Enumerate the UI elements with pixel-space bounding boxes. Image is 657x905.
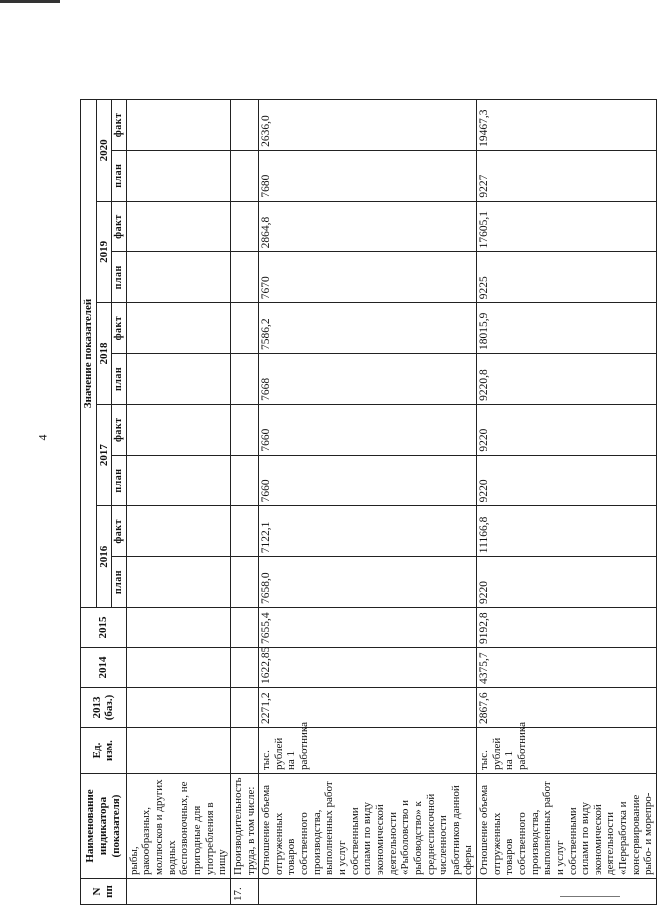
header-year-2016: 2016 <box>96 506 112 608</box>
value-2015 <box>126 608 230 648</box>
table-row <box>230 100 258 905</box>
indicator-name: Отношение объема отгруженных товаров собственного производства, выполненных работ и услуг собственными силами по виду экономической деятельности «Переработка и консервирование рыбо- и морепро- <box>477 774 657 879</box>
value-cell: 17605,1 <box>477 201 657 252</box>
header-plan: план <box>112 252 127 303</box>
indicators-table <box>80 99 657 905</box>
value-cell <box>230 557 258 608</box>
unit-cell: тыс. рублей на 1 работника <box>259 728 477 774</box>
header-year-2020: 2020 <box>96 100 112 202</box>
value-cell: 19467,3 <box>477 100 657 151</box>
value-cell <box>230 404 258 455</box>
header-year-2019: 2019 <box>96 201 112 303</box>
header-year-2017: 2017 <box>96 404 112 506</box>
value-cell: 7670 <box>259 252 477 303</box>
value-cell <box>230 100 258 151</box>
value-cell <box>230 201 258 252</box>
value-2014: 1622,85 <box>259 648 477 688</box>
table-body <box>126 100 656 905</box>
value-cell <box>126 303 230 354</box>
indicator-name: рыбы, ракообразных, моллюсков и других водных беспозвоночных, не пригодные для употребления в пищу <box>126 774 230 879</box>
value-cell <box>126 455 230 506</box>
value-cell <box>230 354 258 405</box>
value-cell: 9220 <box>477 557 657 608</box>
header-unit: Ед. изм. <box>81 728 127 774</box>
header-2013: 2013 (баз.) <box>81 688 127 728</box>
page-number: 4 <box>35 434 50 441</box>
scan-footer-mark <box>560 896 620 897</box>
value-cell: 18015,9 <box>477 303 657 354</box>
rotated-table-container <box>80 100 655 905</box>
value-cell <box>126 201 230 252</box>
value-cell: 7660 <box>259 404 477 455</box>
value-cell: 7680 <box>259 150 477 201</box>
value-2013: 2271,2 <box>259 688 477 728</box>
indicator-name: Производительность труда, в том числе: <box>230 774 258 879</box>
value-cell: 2636,0 <box>259 100 477 151</box>
value-2013: 2867,6 <box>477 688 657 728</box>
value-cell: 9225 <box>477 252 657 303</box>
scan-edge-mark <box>0 0 60 3</box>
indicator-name: Отношение объема отгруженных товаров собственного производства, выполненных работ и услуг собственными силами по виду экономической деятельности «Рыболовство и рыбоводство» к среднесписочной численности работников данной сферы <box>259 774 477 879</box>
value-2015 <box>230 608 258 648</box>
value-cell <box>126 557 230 608</box>
value-cell: 11166,8 <box>477 506 657 557</box>
row-number: 17. <box>230 879 258 905</box>
value-cell <box>230 303 258 354</box>
header-plan: план <box>112 557 127 608</box>
value-cell <box>230 150 258 201</box>
value-cell: 7658,0 <box>259 557 477 608</box>
header-fact: факт <box>112 201 127 252</box>
value-cell <box>126 150 230 201</box>
value-2014: 4375,7 <box>477 648 657 688</box>
header-plan: план <box>112 150 127 201</box>
header-indicator-name: Наименование индикатора (показателя) <box>81 774 127 879</box>
value-cell: 9220,8 <box>477 354 657 405</box>
value-cell: 9220 <box>477 404 657 455</box>
table-row <box>477 100 657 905</box>
header-year-2018: 2018 <box>96 303 112 405</box>
header-2014: 2014 <box>81 648 127 688</box>
unit-cell <box>126 728 230 774</box>
table-row <box>126 100 230 905</box>
value-cell: 9220 <box>477 455 657 506</box>
row-number <box>259 879 477 905</box>
row-number <box>126 879 230 905</box>
value-2015: 9192,8 <box>477 608 657 648</box>
value-cell: 9227 <box>477 150 657 201</box>
value-2014 <box>126 648 230 688</box>
value-cell: 2864,8 <box>259 201 477 252</box>
value-cell <box>126 506 230 557</box>
table-row <box>259 100 477 905</box>
value-cell <box>230 455 258 506</box>
value-2015: 7655,4 <box>259 608 477 648</box>
value-2013 <box>126 688 230 728</box>
value-2014 <box>230 648 258 688</box>
value-cell: 7122,1 <box>259 506 477 557</box>
value-cell <box>230 506 258 557</box>
value-cell: 7660 <box>259 455 477 506</box>
value-cell: 7668 <box>259 354 477 405</box>
value-2013 <box>230 688 258 728</box>
value-cell <box>126 252 230 303</box>
header-plan: план <box>112 354 127 405</box>
header-fact: факт <box>112 100 127 151</box>
header-values-group: Значение показателей <box>81 100 97 608</box>
value-cell: 7586,2 <box>259 303 477 354</box>
header-fact: факт <box>112 506 127 557</box>
row-number <box>477 879 657 905</box>
value-cell <box>126 354 230 405</box>
value-cell <box>126 100 230 151</box>
unit-cell: тыс. рублей на 1 работника <box>477 728 657 774</box>
header-num: N пп <box>81 879 127 905</box>
header-2015: 2015 <box>81 608 127 648</box>
header-plan: план <box>112 455 127 506</box>
unit-cell <box>230 728 258 774</box>
header-fact: факт <box>112 404 127 455</box>
value-cell <box>126 404 230 455</box>
value-cell <box>230 252 258 303</box>
header-fact: факт <box>112 303 127 354</box>
